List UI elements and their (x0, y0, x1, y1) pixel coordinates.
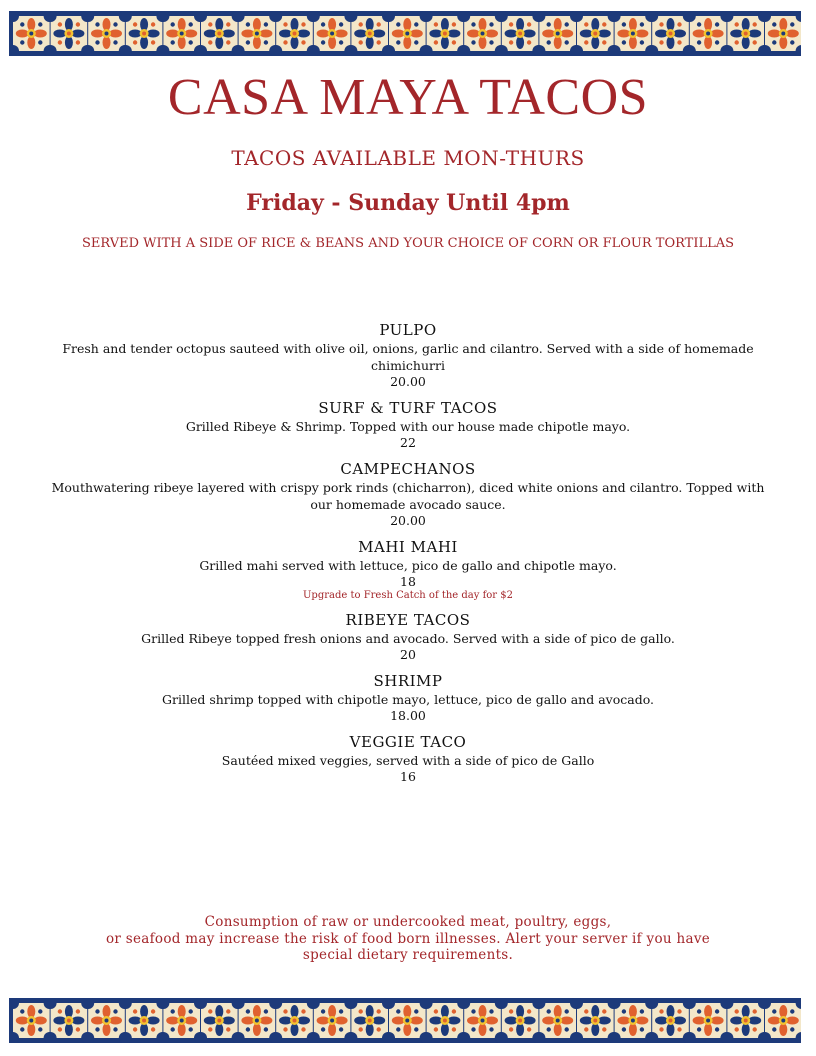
menu-item-pulpo (40, 320, 776, 390)
menu-item-mahi-mahi (40, 537, 776, 602)
item-name: MAHI MAHI (358, 538, 458, 556)
item-price: 20.00 (390, 374, 426, 389)
item-price: 16 (400, 769, 416, 784)
item-name: SURF & TURF TACOS (318, 399, 498, 417)
item-description: Sautéed mixed veggies, served with a side of pico de Gallo (221, 753, 595, 768)
item-description: Grilled Ribeye & Shrimp. Topped with our house made chipotle mayo. (185, 419, 631, 434)
item-description: Grilled mahi served with lettuce, pico de gallo and chipotle mayo. (199, 558, 617, 573)
restaurant-title: CASA MAYA TACOS (167, 69, 649, 126)
item-price: 18 (400, 574, 416, 589)
item-name: PULPO (379, 321, 437, 339)
item-description: Mouthwatering ribeye layered with crispy pork rinds (chicharron), diced white onions and cilantro. Topped with our homemade avocado sauce. (51, 480, 765, 512)
item-price: 20 (400, 647, 416, 662)
menu-item-campechanos (40, 459, 776, 529)
top-tile-border (9, 11, 801, 56)
disclaimer-line: or seafood may increase the risk of food born illnesses. Alert your server if you have (105, 930, 711, 947)
served-with-note: SERVED WITH A SIDE OF RICE & BEANS AND YOUR CHOICE OF CORN OR FLOUR TORTILLAS (81, 236, 735, 251)
disclaimer-line: special dietary requirements. (302, 947, 514, 963)
item-price: 20.00 (390, 513, 426, 528)
item-upgrade-note: Upgrade to Fresh Catch of the day for $2 (303, 590, 513, 601)
item-name: SHRIMP (373, 672, 443, 690)
menu-item-shrimp (40, 671, 776, 724)
item-description: Grilled shrimp topped with chipotle mayo, lettuce, pico de gallo and avocado. (162, 692, 654, 707)
bottom-tile-border (9, 998, 801, 1043)
item-name: RIBEYE TACOS (345, 611, 471, 629)
availability-heading: TACOS AVAILABLE MON-THURS (231, 146, 585, 170)
tile (759, 998, 801, 1043)
item-description: Grilled Ribeye topped fresh onions and avocado. Served with a side of pico de gallo. (141, 631, 675, 646)
menu-item-surf-turf (40, 398, 776, 451)
item-description: Fresh and tender octopus sauteed with olive oil, onions, garlic and cilantro. Served with a side of homemade chimichurri (62, 341, 754, 373)
item-name: CAMPECHANOS (340, 460, 476, 478)
disclaimer-line: Consumption of raw or undercooked meat, poultry, eggs, (204, 914, 612, 930)
item-price: 22 (400, 435, 416, 450)
talavera-tile-pattern-icon (9, 11, 801, 56)
menu-item-veggie-taco (40, 732, 776, 785)
food-safety-disclaimer (60, 914, 756, 964)
menu-list (40, 320, 776, 785)
item-name: VEGGIE TACO (349, 733, 467, 751)
tile (759, 11, 801, 56)
weekend-hours-heading: Friday - Sunday Until 4pm (246, 190, 570, 216)
menu-item-ribeye-tacos (40, 610, 776, 663)
talavera-tile-pattern-icon (9, 998, 801, 1043)
item-price: 18.00 (390, 708, 426, 723)
